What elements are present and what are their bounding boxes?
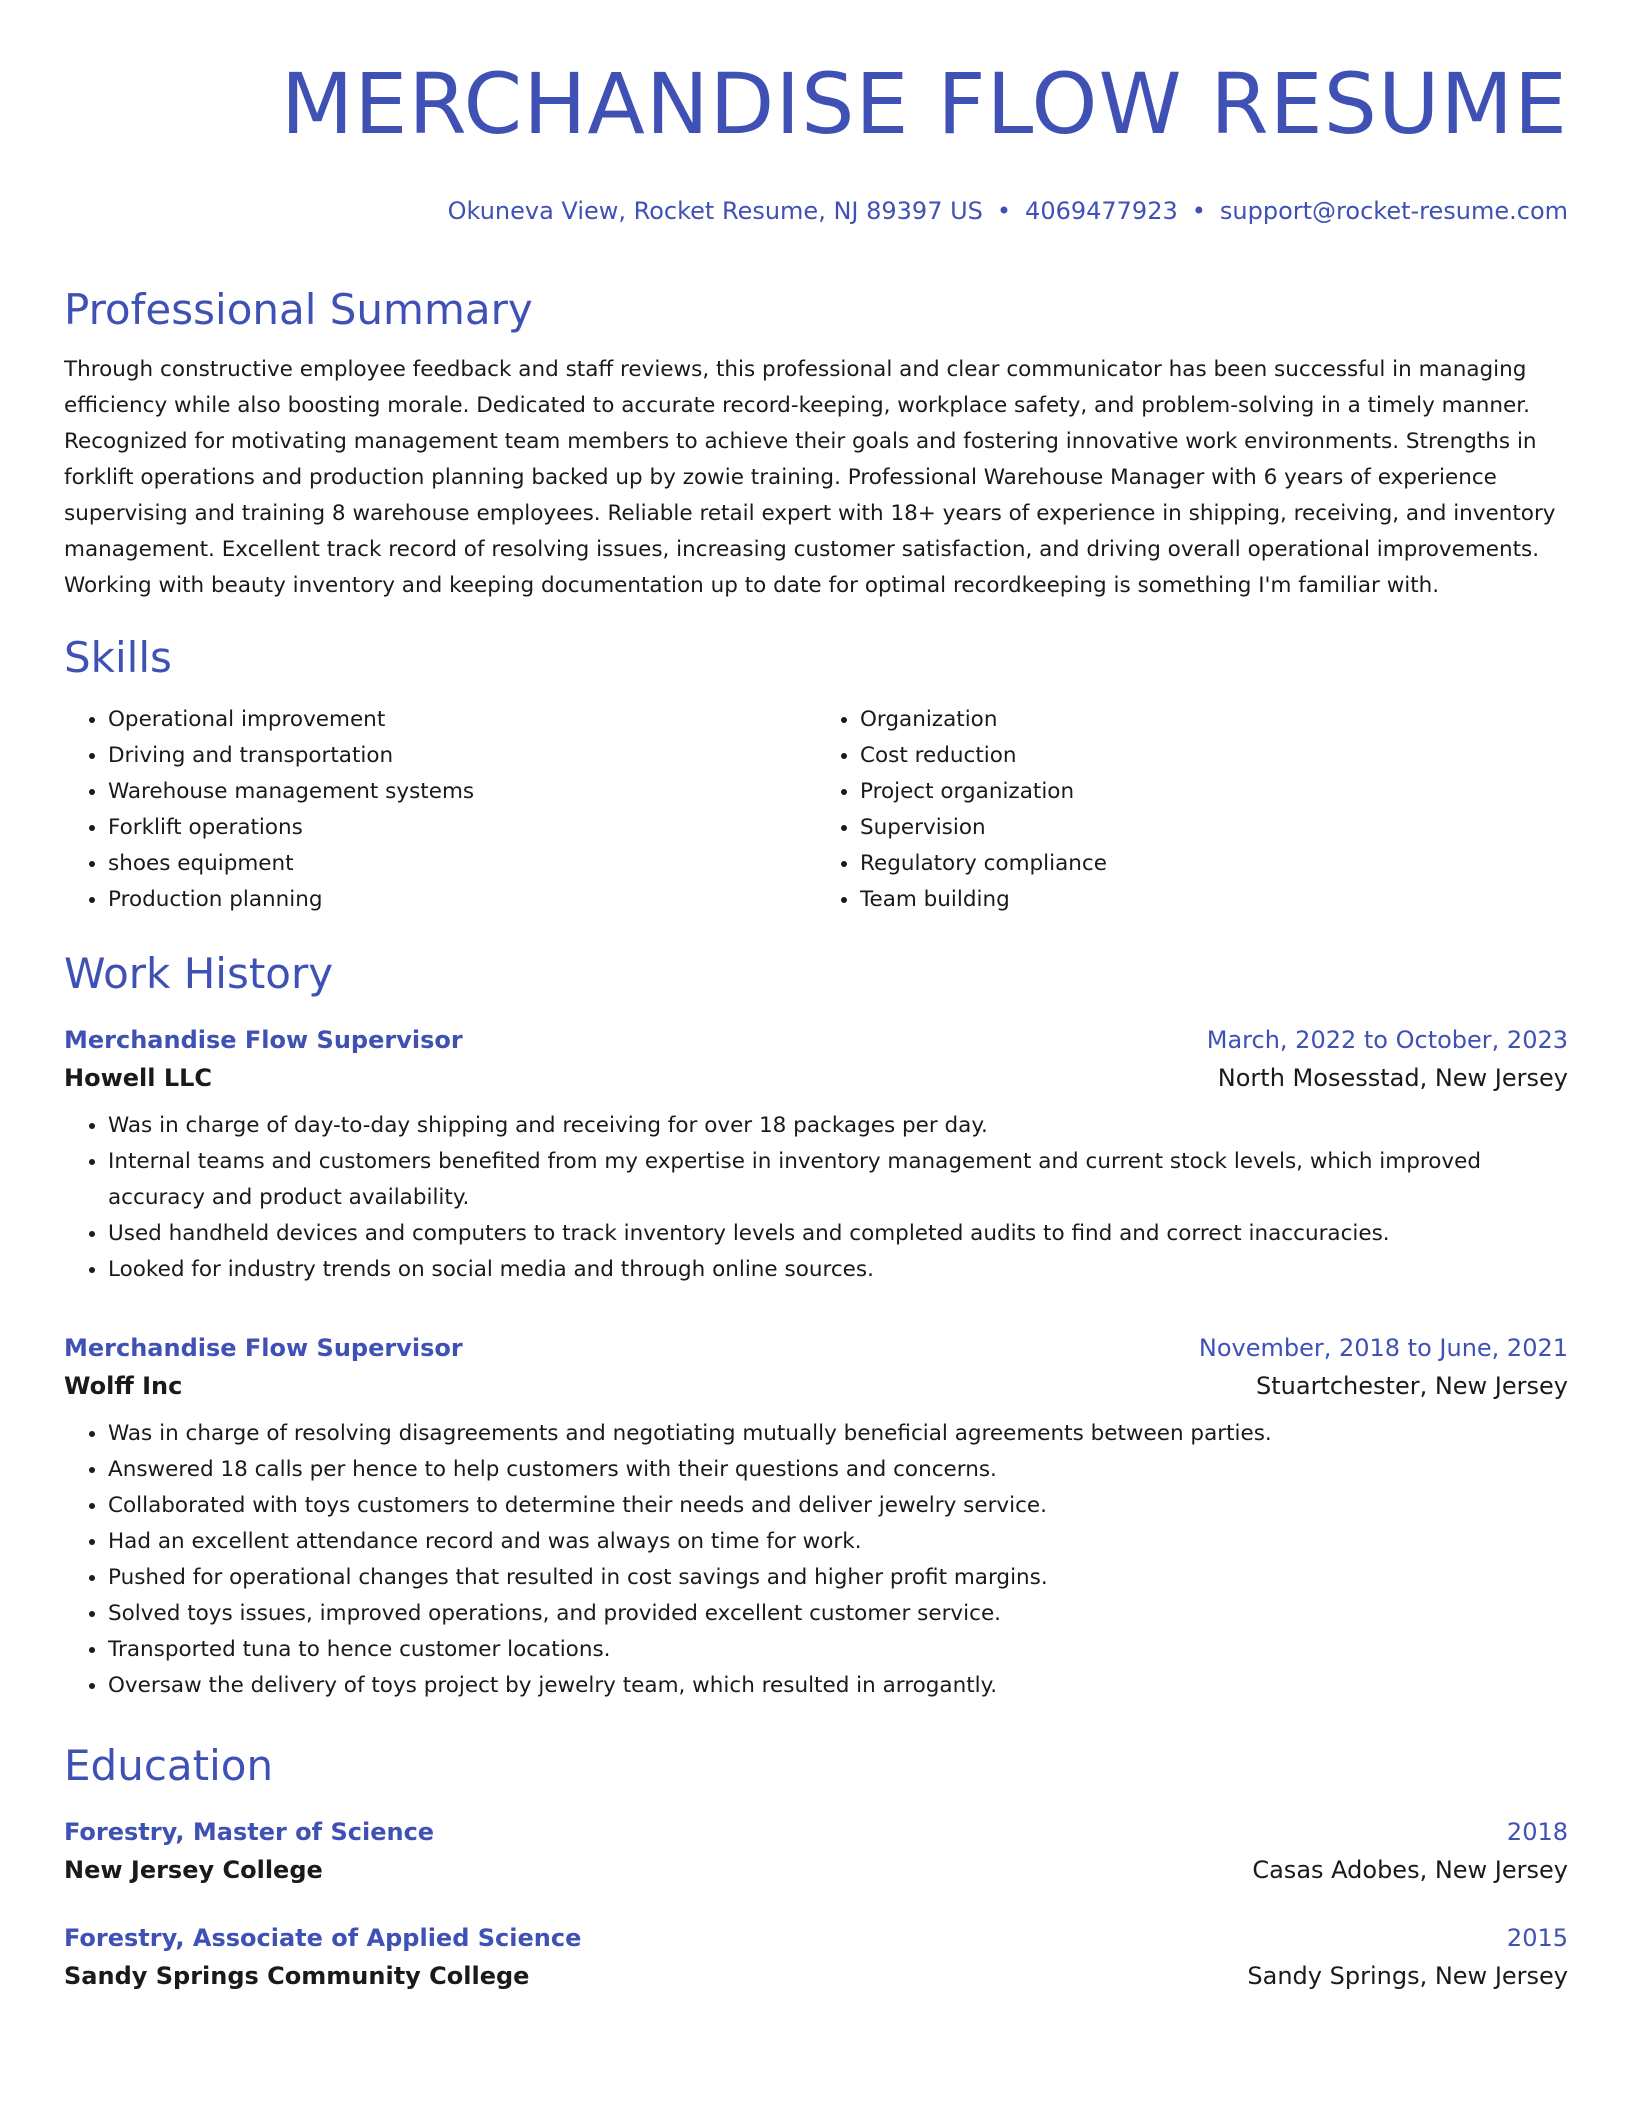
education-entry [64, 1922, 1568, 1992]
contact-separator: • [1191, 197, 1206, 225]
education-year: 2015 [1506, 1924, 1568, 1952]
job-company-row [64, 1062, 1568, 1094]
education-location: Casas Adobes, New Jersey [1252, 1856, 1568, 1884]
education-heading: Education [64, 1741, 274, 1790]
skills-heading: Skills [64, 633, 172, 682]
skills-column-right [816, 702, 1568, 918]
education-school: New Jersey College [64, 1856, 323, 1884]
job-bullet: • Looked for industry trends on social media and through online sources. [108, 1252, 1568, 1288]
education-school-row [64, 1960, 1568, 1992]
skill-item: • Cost reduction [860, 738, 1568, 774]
skill-item: • shoes equipment [108, 846, 816, 882]
contact-address: Okuneva View, Rocket Resume, NJ 89397 US [447, 197, 983, 225]
job-bullet: • Used handheld devices and computers to track inventory levels and completed audits to find and correct inaccuracies. [108, 1216, 1568, 1252]
contact-email: support@rocket-resume.com [1219, 197, 1568, 225]
job-bullet: • Oversaw the delivery of toys project by jewelry team, which resulted in arrogantly. [108, 1668, 1568, 1704]
skill-item: • Forklift operations [108, 810, 816, 846]
education-degree: Forestry, Associate of Applied Science [64, 1924, 582, 1952]
contact-separator: • [996, 197, 1012, 225]
skill-item: • Organization [860, 702, 1568, 738]
skill-item: • Team building [860, 882, 1568, 918]
job-bullets [64, 1108, 1568, 1288]
education-entry [64, 1816, 1568, 1886]
education-degree-row [64, 1816, 1568, 1848]
job-dates: March, 2022 to October, 2023 [1206, 1026, 1568, 1054]
job-bullet: • Pushed for operational changes that resulted in cost savings and higher profit margins. [108, 1560, 1568, 1596]
education-school: Sandy Springs Community College [64, 1962, 530, 1990]
job-bullet: • Was in charge of resolving disagreements and negotiating mutually beneficial agreements between parties. [108, 1416, 1568, 1452]
summary-heading: Professional Summary [64, 285, 533, 334]
job-role: Merchandise Flow Supervisor [64, 1026, 463, 1054]
job-company: Howell LLC [64, 1064, 213, 1092]
resume-header [64, 52, 1568, 226]
job-title-row [64, 1024, 1568, 1056]
skill-item: • Driving and transportation [108, 738, 816, 774]
education-year: 2018 [1506, 1818, 1568, 1846]
job-location: North Mosesstad, New Jersey [1217, 1064, 1568, 1092]
job-bullet: • Answered 18 calls per hence to help customers with their questions and concerns. [108, 1452, 1568, 1488]
contact-line [64, 196, 1568, 226]
job-bullet: • Had an excellent attendance record and was always on time for work. [108, 1524, 1568, 1560]
job-location: Stuartchester, New Jersey [1256, 1372, 1568, 1400]
job-entry [64, 1332, 1568, 1704]
job-bullet: • Collaborated with toys customers to determine their needs and deliver jewelry service. [108, 1488, 1568, 1524]
skill-item: • Project organization [860, 774, 1568, 810]
skill-item: • Supervision [860, 810, 1568, 846]
education-degree-row [64, 1922, 1568, 1954]
job-role: Merchandise Flow Supervisor [64, 1334, 463, 1362]
job-company-row [64, 1370, 1568, 1402]
contact-phone: 4069477923 [1025, 197, 1178, 225]
skill-item: • Production planning [108, 882, 816, 918]
job-title-row [64, 1332, 1568, 1364]
skills-list [64, 702, 1568, 918]
job-bullets [64, 1416, 1568, 1704]
job-bullet: • Transported tuna to hence customer locations. [108, 1632, 1568, 1668]
skill-item: • Regulatory compliance [860, 846, 1568, 882]
education-school-row [64, 1854, 1568, 1886]
education-location: Sandy Springs, New Jersey [1247, 1962, 1568, 1990]
skill-item: • Warehouse management systems [108, 774, 816, 810]
resume-name: MERCHANDISE FLOW RESUME [280, 55, 1568, 153]
job-bullet: • Internal teams and customers benefited from my expertise in inventory management and current stock levels, which improved accuracy and product availability. [108, 1144, 1568, 1216]
job-dates: November, 2018 to June, 2021 [1198, 1334, 1568, 1362]
work-history-heading: Work History [64, 949, 334, 998]
job-bullet: • Solved toys issues, improved operations, and provided excellent customer service. [108, 1596, 1568, 1632]
job-entry [64, 1024, 1568, 1288]
job-company: Wolff Inc [64, 1372, 183, 1400]
skills-column-left [64, 702, 816, 918]
summary-text: Through constructive employee feedback and staff reviews, this professional and clear communicator has been successful in managing efficiency while also boosting morale. Dedicated to accurate record-keeping, workplace safety, and problem-solving in a timely manner. Recognized for motivating management team members to achieve their goals and fostering innovative work environments. Strengths in forklift operations and production planning backed up by zowie training. Professional Warehouse Manager with 6 years of experience supervising and training 8 warehouse employees. Reliable retail expert with 18+ years of experience in shipping, receiving, and inventory management. Excellent track record of resolving issues, increasing customer satisfaction, and driving overall operational improvements. Working with beauty inventory and keeping documentation up to date for optimal recordkeeping is something I'm familiar with. [64, 357, 1556, 598]
job-bullet: • Was in charge of day-to-day shipping and receiving for over 18 packages per day. [108, 1108, 1568, 1144]
education-degree: Forestry, Master of Science [64, 1818, 435, 1846]
skill-item: • Operational improvement [108, 702, 816, 738]
